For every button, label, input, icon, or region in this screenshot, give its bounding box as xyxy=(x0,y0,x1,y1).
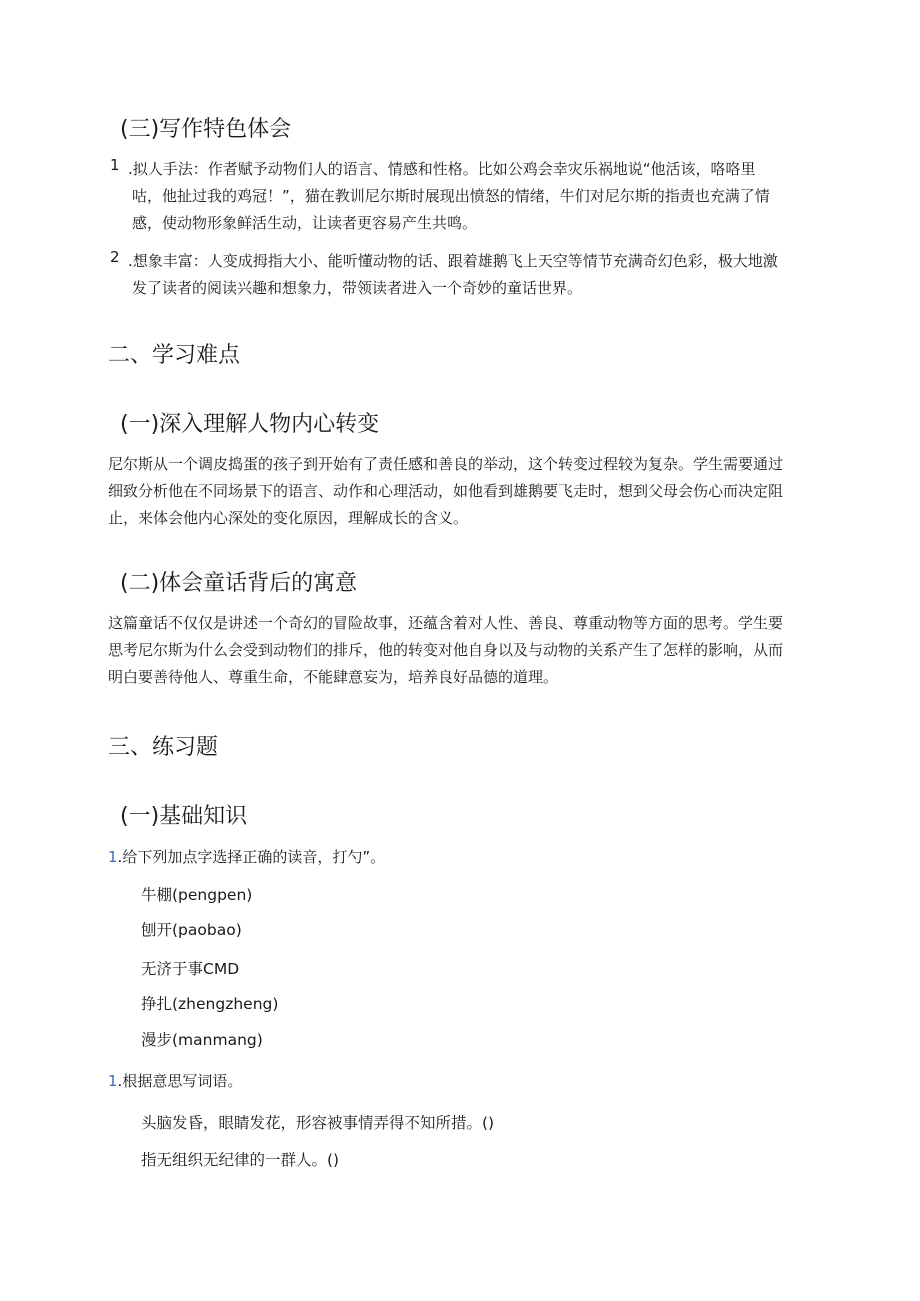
question-2 xyxy=(108,1068,242,1095)
question-text: .给下列加点字选择正确的读音，打勺”。 xyxy=(117,848,386,866)
question-number: 1 xyxy=(108,1072,118,1090)
section-heading-character-change: (一)深入理解人物内心转变 xyxy=(120,412,380,437)
text-line: 感，使动物形象鲜活生动，让读者更容易产生共鸣。 xyxy=(132,214,478,232)
text-line: 细致分析他在不同场景下的语言、动作和心理活动，如他看到雄鹅要飞走时，想到父母会伤心而决定阻 xyxy=(108,482,784,500)
paragraph-character-change xyxy=(108,451,783,532)
list-number: 1 xyxy=(110,156,120,174)
question-text: .根据意思写词语。 xyxy=(117,1072,243,1090)
paragraph-personification xyxy=(128,156,770,237)
definition-item: 头脑发昏，眼睛发花，形容被事情弄得不知所措。() xyxy=(141,1114,495,1132)
section-heading-fairy-tale-meaning: (二)体会童话背后的寓意 xyxy=(120,571,358,596)
question-number: 1 xyxy=(108,848,118,866)
pinyin-item: 漫步(manmang) xyxy=(141,1031,263,1049)
section-heading-basics: (一)基础知识 xyxy=(120,804,248,829)
pinyin-item: 无济于事CMD xyxy=(141,960,240,978)
question-1 xyxy=(108,844,385,871)
text-line: 明白要善待他人、尊重生命，不能肆意妄为，培养良好品德的道理。 xyxy=(108,668,559,686)
text-line: 止，来体会他内心深处的变化原因，理解成长的含义。 xyxy=(108,509,469,527)
text-line: 咕，他扯过我的鸡冠！”，猫在教训尼尔斯时展现出愤怒的情绪，牛们对尼尔斯的指责也充满了情 xyxy=(132,187,770,205)
text-line: 思考尼尔斯为什么会受到动物们的排斥，他的转变对他自身以及与动物的关系产生了怎样的影响，从而 xyxy=(108,641,784,659)
text-line: 尼尔斯从一个调皮捣蛋的孩子到开始有了责任感和善良的举动，这个转变过程较为复杂。学生需要通过 xyxy=(108,455,784,473)
part-heading-difficulties: 二、学习难点 xyxy=(108,343,241,368)
paragraph-imagination xyxy=(128,248,778,302)
text-line: .拟人手法：作者赋予动物们人的语言、情感和性格。比如公鸡会幸灾乐祸地说“他活该，咯咯里 xyxy=(128,160,756,178)
list-number: 2 xyxy=(110,248,120,266)
definition-item: 指无组织无纪律的一群人。() xyxy=(141,1151,340,1169)
paragraph-fairy-tale-meaning xyxy=(108,610,783,691)
text-line: .想象丰富：人变成拇指大小、能听懂动物的话、跟着雄鹅飞上天空等情节充满奇幻色彩，极大地激 xyxy=(128,252,778,270)
text-line: 这篇童话不仅仅是讲述一个奇幻的冒险故事，还蕴含着对人性、善良、尊重动物等方面的思考。学生要 xyxy=(108,614,784,632)
text-line: 发了读者的阅读兴趣和想象力，带领读者进入一个奇妙的童话世界。 xyxy=(132,279,583,297)
pinyin-item: 挣扎(zhengzheng) xyxy=(141,995,279,1013)
pinyin-item: 牛棚(pengpen) xyxy=(141,886,253,904)
pinyin-item: 刨开(paobao) xyxy=(141,921,242,939)
part-heading-exercises: 三、练习题 xyxy=(108,735,219,760)
section-heading-writing-features: (三)写作特色体会 xyxy=(120,117,292,142)
